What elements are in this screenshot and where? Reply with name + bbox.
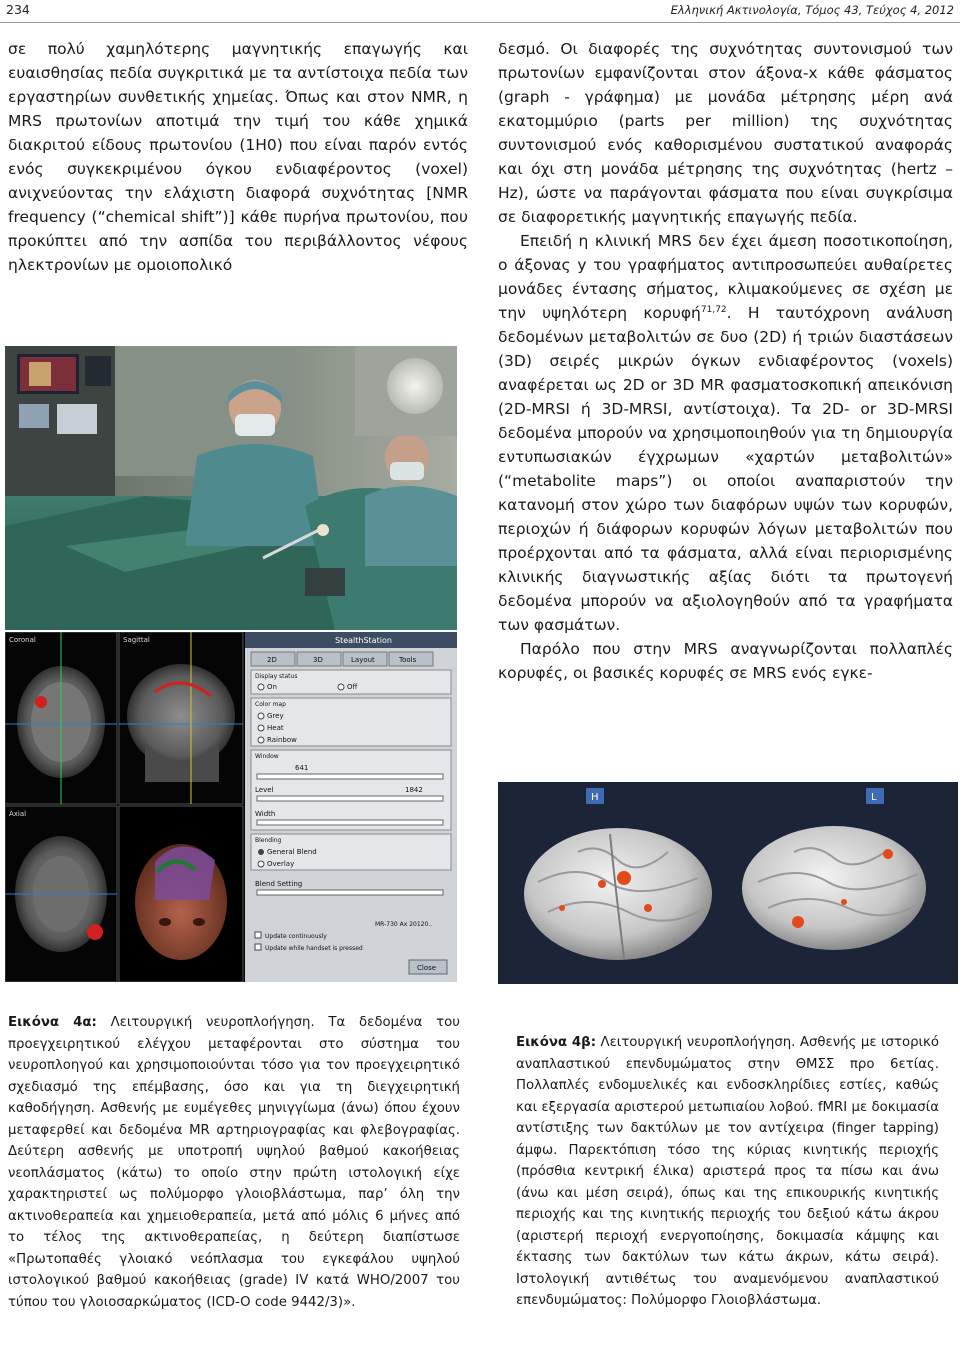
paragraph-text: σε πολύ χαμηλότερης μαγνητικής επαγωγής και ευαισθησίας πεδία συγκριτικά με τα αντίστοιχα πεδία των εργαστηρίων συνθετικής χημείας. Όπως και στον NMR, η MRS πρωτονίων αποτιμά την τιμή του κάθε χημικά διακριτού είδους πρωτονίου (1Η0) που είναι παρόν εντός ενός συγκεκριμένου όγκου ενδιαφέροντος (voxel) ανιχνεύοντας την ελάχιστη διαφορά συχνότητας [NMR frequency (“chemical shift”)] κάθε πυρήνα πρωτονίου, που προκύπτει από την ασπίδα του περιβάλλοντος νέφους ηλεκτρονίων με ομοιοπολικό [8,40,468,274]
tab-3d: 3D [313,656,323,664]
caption-label: Εικόνα 4α: [8,1015,97,1030]
caption-label: Εικόνα 4β: [516,1035,597,1050]
on-label: On [267,683,277,691]
blend-general: General Blend [267,848,317,856]
brain-render-right [742,826,926,950]
caption-text: Λειτουργική νευροπλοήγηση. Τα δεδομένα του προεγχειρητικού ελέγχου μεταφέρονται στο σύστημα του νευροπλοηγού και χρησιμοποιούνται τόσο για τον προεγχειρητικό σχεδιασμό της επέμβασης, όσο και για τη διεγχειρητική καθοδήγηση. Ασθενής με ευμέγεθες μηνιγγίωμα (άνω) όπου έχουν μεταφερθεί και δεδομένα MR αρτηριογραφίας και φλεβογραφίας. Δεύτερη ασθενής με υποτροπή υψηλού βαθμού κακοήθειας νεοπλάσματος (κάτω) το οποίο στην πρώτη ιστολογική είχε χαρακτηριστεί ως πολύμορφο γλοιοβλάστωμα, παρ’ όλη την ακτινοθεραπεία και χημειοθεραπεία, μετά από μόλις 6 μήνες από το τέλος της ακτινοθεραπείας, η δεύτερη διαπίστωσε «Πρωτοπαθές γλοιακό νεόπλασμα του εγκεφάλου υψηλού ιστολογικού βαθμού κακοήθειας (grade) IV κατά WHO/2007 του τύπου του γλοιοσαρκώματος (ICD-O code 9442/3)». [8,1015,461,1310]
operating-room-photo [5,346,457,630]
fmri-brain-renders [498,782,958,984]
paragraph: Παρόλο που στην MRS αναγνωρίζονται πολλαπλές κορυφές, οι βασικές κορυφές σε MRS ενός εγκε- [498,640,953,682]
right-column-text [498,37,953,685]
tab-tools: Tools [399,656,417,664]
update-continuously: Update continuously [265,933,327,940]
caption-text: Λειτουργική νευροπλοήγηση. Ασθενής με ιστορικό αναπλαστικού επενδυμώματος στην ΘΜΣΣ προ 6ετίας. Πολλαπλές ενδομυελικές και ενδοσκληρίδιες εστίες, καθώς και εξεργασία αριστερού μετωπιαίου λοβού. fMRI με δοκιμασία αντίστιξης των δακτύλων με τον αντίχειρα (finger tapping) άμφω. Παρεκτόπιση τόσο της κύριας κινητικής περιοχής (πρόσθια κεντρική έλικα) αριστερά προς τα πίσω και άνω (άνω και μέση σειρά), όπως και της επικουρικής κινητικής περιοχής και της κινητικής περιοχής του δεξιού κάτω άκρου (αριστερή περιοχή ενεργοποίησης, δοκιμασία κάμψης και έκτασης των δακτύλων των κάτω άκρων, κάτω σειρά). Ιστολογική αντιθέτως του αναμενόμενου αναπλαστικού επενδυμώματος: Πολύμορφο Γλοιοβλάστωμα. [516,1035,940,1308]
level-label: Level [255,786,274,794]
paragraph: δεσμό. Οι διαφορές της συχνότητας συντονισμού των πρωτονίων εμφανίζονται στον άξονα-x κάθε φάσματος (graph - γράφημα) με μονάδα μέτρησης μέρη ανά εκατομμύριο (parts per million) της συχνότητας συντονισμού ενός καθορισμένου συστατικού αναφοράς και όχι στη μονάδα μέτρησης της συχνότητας (hertz – Hz), ώστε να παράγονται φάσματα που είναι συγκρίσιμα σε διαφορετικής μαγνητικής επαγωγής πεδία. [498,40,953,226]
reference-superscript: 71,72 [700,304,727,315]
neuronavigation-screen [5,632,457,982]
display-status-title: Display status [255,673,298,680]
off-label: Off [347,683,358,691]
blend-setting-label: Blend Setting [255,880,303,888]
level-value: 1842 [405,786,423,794]
journal-citation: Ελληνική Ακτινολογία, Τόμος 43, Τεύχος 4, 2012 [670,3,954,17]
panel-label-coronal: Coronal [9,636,36,644]
paragraph [498,229,953,637]
width-label: Width [255,810,276,818]
orientation-cube-h: H [591,792,599,803]
update-while-pressed: Update while handset is pressed [265,945,363,952]
paragraph-text: Επειδή η κλινική MRS δεν έχει άμεση ποσοτικοποίηση, ο άξονας y του γραφήματος αντιπροσωπεύει αυθαίρετες μονάδες έντασης σήματος, κλιμακούμενες σε σχέση με την υψηλότερη κορυφή [498,232,953,322]
left-column-text [8,37,468,277]
tab-layout: Layout [351,656,375,664]
figure-4b-caption [516,1032,939,1312]
close-button: Close [417,964,437,972]
figure-4a-caption [8,1012,460,1313]
window-title: Window [255,753,279,760]
window-value: 641 [295,764,309,772]
page-number: 234 [6,2,30,17]
color-grey: Grey [267,712,284,720]
paragraph-text: . Η ταυτόχρονη ανάλυση δεδομένων μεταβολιτών σε δυο (2D) ή τριών διαστάσεων (3D) σειρές μικρών όγκων ενδιαφέροντος (voxels) αναφέρεται ως 2D or 3D MR φασματοσκοπική απεικόνιση (2D-MRSI ή 3D-MRSI, αντίστοιχα). Τα 2D- or 3D-MRSI δεδομένα μπορούν να χρησιμοποιηθούν για τη δημιουργία εντυπωσιακών έγχρωμων «χαρτών μεταβολιτών» (“metabolite maps”) οι οποίοι αναπαριστούν την κατανομή στον χώρο των διαφόρων υψών των κορυφών, περιοχών ή διάφορων κορυφών λόγων μεταβολιτών που προέρχονται από τα φάσματα, αλλά είναι περιορισμένης κλινικής διαγνωστικής αξίας διότι τα πρωτογενή δεδομένα μπορούν να αξιολογηθούν από τα γραφήματα των φασμάτων. [498,304,953,634]
brain-render-left [524,828,712,960]
mr-series-id: MR-730 Ax 20120.. [375,921,433,928]
blend-overlay: Overlay [267,860,295,868]
paragraph [8,37,468,277]
software-title: StealthStation [335,636,392,645]
panel-label-axial: Axial [9,810,27,818]
orientation-cube-l: L [871,792,877,803]
running-header [0,0,960,23]
color-heat: Heat [267,724,284,732]
color-rainbow: Rainbow [267,736,297,744]
tab-2d: 2D [267,656,277,664]
panel-label-sagittal: Sagittal [123,636,150,644]
blending-title: Blending [255,837,282,844]
color-map-title: Color map [255,701,286,708]
